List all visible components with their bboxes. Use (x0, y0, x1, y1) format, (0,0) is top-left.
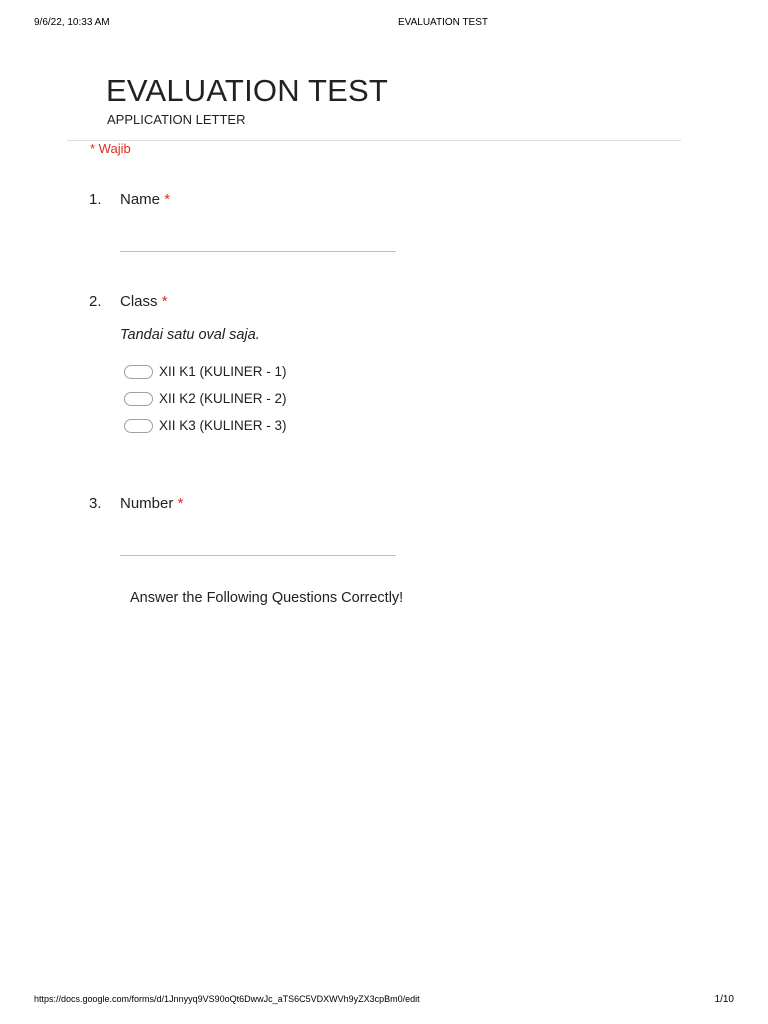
print-title: EVALUATION TEST (397, 17, 489, 28)
print-page-number: 1/10 (714, 994, 734, 1005)
question-title-name: Name (120, 191, 161, 208)
question-label-number (120, 495, 183, 513)
print-url: https://docs.google.com/forms/d/1Jnnyyq9VS90oQt6DwwJc_aTS6C5VDXWVh9yZX3cpBm0/edit (34, 994, 420, 1004)
question-number-number: 3. (89, 495, 102, 512)
option-label: XII K2 (KULINER - 2) (159, 391, 287, 406)
print-datetime: 9/6/22, 10:33 AM (34, 17, 110, 28)
question-label-name (120, 191, 170, 209)
number-input[interactable] (120, 533, 396, 556)
question-title-class: Class (120, 293, 158, 310)
class-option-k2[interactable] (124, 390, 287, 408)
name-input[interactable] (120, 229, 396, 252)
question-number-name: 1. (89, 191, 102, 208)
option-label: XII K1 (KULINER - 1) (159, 364, 287, 379)
required-note: * Wajib (90, 141, 131, 156)
form-subtitle: APPLICATION LETTER (107, 112, 246, 127)
class-option-k1[interactable] (124, 363, 287, 381)
required-star: * (161, 293, 168, 310)
question-title-number: Number (120, 495, 174, 512)
question-hint: Tandai satu oval saja. (120, 327, 260, 343)
question-number-class: 2. (89, 293, 102, 310)
form-title: EVALUATION TEST (106, 73, 389, 108)
radio-oval[interactable] (124, 392, 153, 406)
header-divider (67, 140, 681, 141)
option-label: XII K3 (KULINER - 3) (159, 418, 287, 433)
required-star: * (164, 191, 171, 208)
radio-oval[interactable] (124, 419, 153, 433)
section-instruction: Answer the Following Questions Correctly! (130, 590, 404, 606)
print-header (0, 17, 768, 31)
print-footer (0, 994, 768, 1008)
question-label-class (120, 293, 168, 311)
radio-oval[interactable] (124, 365, 153, 379)
class-option-k3[interactable] (124, 417, 287, 435)
required-star: * (177, 495, 184, 512)
